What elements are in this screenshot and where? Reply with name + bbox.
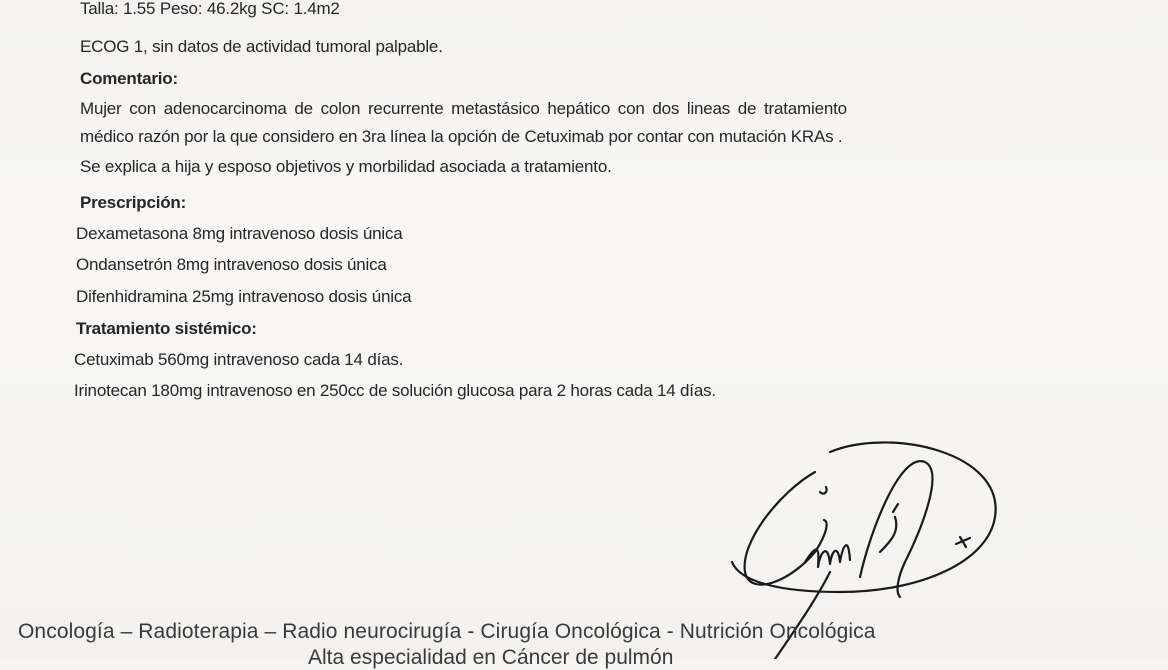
prescription-heading: Prescripción: <box>80 193 187 212</box>
treatment-item-cetuximab: Cetuximab 560mg intravenoso cada 14 días. <box>74 350 404 369</box>
footer-tagline: Alta especialidad en Cáncer de pulmón <box>308 646 674 669</box>
systemic-treatment-heading: Tratamiento sistémico: <box>76 319 257 338</box>
prescription-item-difenhidramina: Difenhidramina 25mg intravenoso dosis única <box>76 287 412 306</box>
comment-line-1: Mujer con adenocarcinoma de colon recurrente metastásico hepático con dos lineas de tratamiento <box>80 99 847 118</box>
comment-line-2: médico razón por la que considero en 3ra línea la opción de Cetuximab por contar con mutación KRAs . <box>80 127 843 146</box>
ecog-status: ECOG 1, sin datos de actividad tumoral palpable. <box>80 37 443 56</box>
prescription-item-ondansetron: Ondansetrón 8mg intravenoso dosis única <box>76 255 387 274</box>
comment-heading: Comentario: <box>80 69 178 88</box>
prescription-item-dexametasona: Dexametasona 8mg intravenoso dosis única <box>76 224 403 243</box>
patient-measurements: Talla: 1.55 Peso: 46.2kg SC: 1.4m2 <box>80 0 340 18</box>
comment-line-3: Se explica a hija y esposo objetivos y morbilidad asociada a tratamiento. <box>80 157 612 176</box>
treatment-item-irinotecan: Irinotecan 180mg intravenoso en 250cc de solución glucosa para 2 horas cada 14 días. <box>74 381 716 400</box>
footer-specialties: Oncología – Radioterapia – Radio neurocirugía - Cirugía Oncológica - Nutrición Oncológica <box>18 620 876 643</box>
